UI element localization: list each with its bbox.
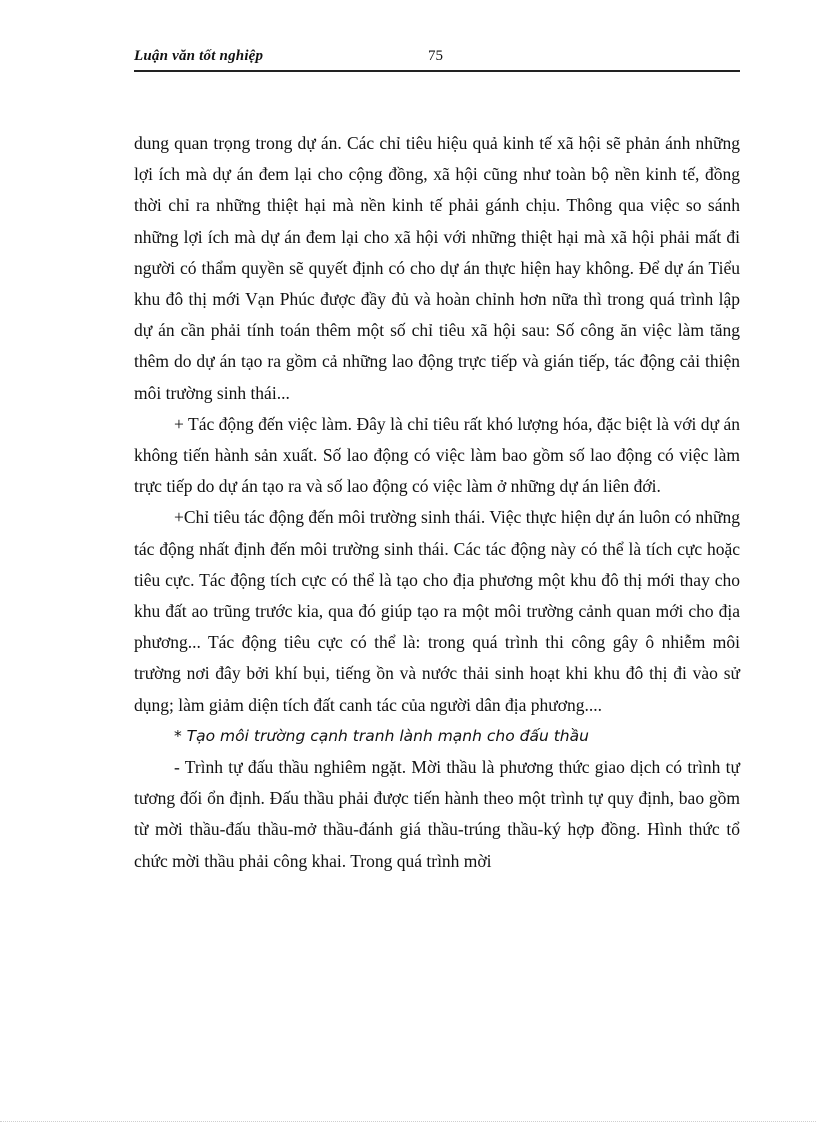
paragraph-intro: dung quan trọng trong dự án. Các chỉ tiêu hiệu quả kinh tế xã hội sẽ phản ánh những lợi ích mà dự án đem lại cho cộng đồng, xã hội cũng như toàn bộ nền kinh tế, đồng thời chỉ ra những thiệt hại mà nền kinh tế phải gánh chịu. Thông qua việc so sánh những lợi ích mà dự án đem lại cho xã hội với những thiệt hại mà xã hội phải mất đi người có thẩm quyền sẽ quyết định có cho dự án thực hiện hay không. Để dự án Tiểu khu đô thị mới Vạn Phúc được đầy đủ và hoàn chỉnh hơn nữa thì trong quá trình lập dự án cần phải tính toán thêm một số chỉ tiêu xã hội sau: Số công ăn việc làm tăng thêm do dự án tạo ra gồm cả những lao động trực tiếp và gián tiếp, tác động cải thiện môi trường sinh thái... [134, 133, 740, 403]
paragraph-environment-impact: +Chỉ tiêu tác động đến môi trường sinh thái. Việc thực hiện dự án luôn có những tác động nhất định đến môi trường sinh thái. Các tác động này có thể là tích cực hoặc tiêu cực. Tác động tích cực có thể là tạo cho địa phương một khu đô thị mới thay cho khu đất ao trũng trước kia, qua đó giúp tạo ra một môi trường cảnh quan mới cho địa phương... Tác động tiêu cực có thể là: trong quá trình thi công gây ô nhiễm môi trường nơi đây bởi khí bụi, tiếng ồn và nước thải sinh hoạt khi khu đô thị đi vào sử dụng; làm giảm diện tích đất canh tác của người dân địa phương.... [134, 507, 740, 715]
paragraph-bidding-procedure: - Trình tự đấu thầu nghiêm ngặt. Mời thầu là phương thức giao dịch có trình tự tương đối ổn định. Đấu thầu phải được tiến hành theo một trình tự quy định, bao gồm từ mời thầu-đấu thầu-mở thầu-đánh giá thầu-trúng thầu-ký hợp đồng. Hình thức tổ chức mời thầu phải công khai. Trong quá trình mời [134, 757, 740, 871]
page-header [134, 48, 740, 72]
document-title: Luận văn tốt nghiệp [134, 48, 264, 64]
page-number: 75 [428, 48, 443, 64]
paragraph-employment-impact: + Tác động đến việc làm. Đây là chỉ tiêu rất khó lượng hóa, đặc biệt là với dự án không tiến hành sản xuất. Số lao động có việc làm bao gồm số lao động có việc làm trực tiếp do dự án tạo ra và số lao động có việc làm ở những dự án liên đới. [134, 413, 740, 497]
document-body [134, 128, 740, 877]
section-heading-competition: * Tạo môi trường cạnh tranh lành mạnh cho đấu thầu [174, 726, 589, 745]
page-bottom-border [0, 1121, 816, 1122]
